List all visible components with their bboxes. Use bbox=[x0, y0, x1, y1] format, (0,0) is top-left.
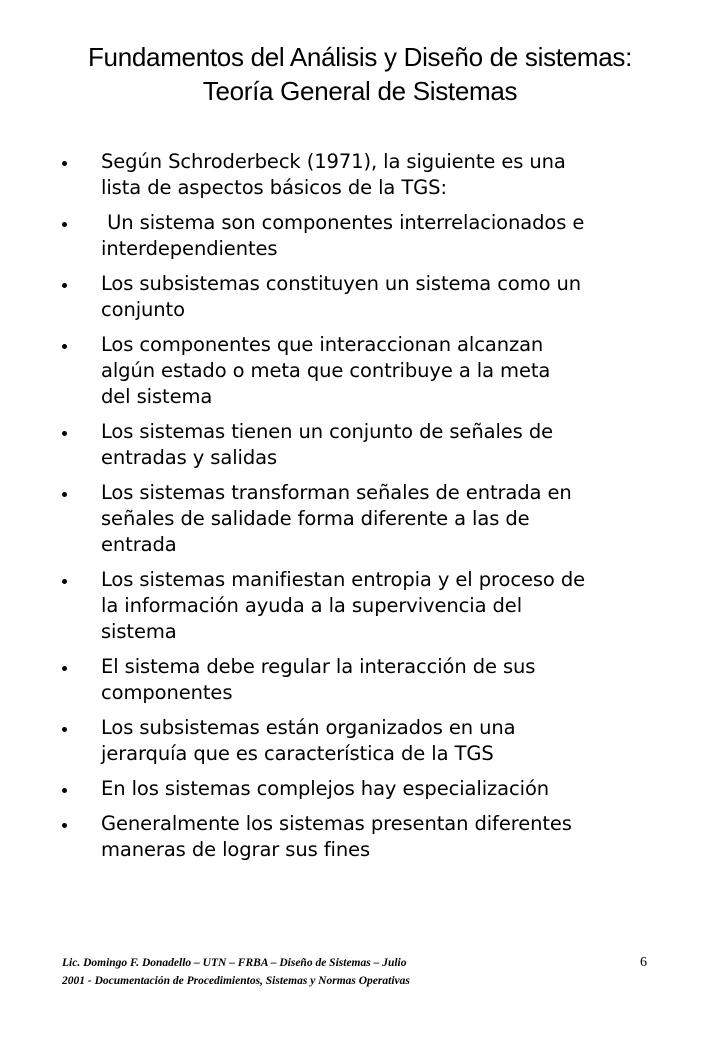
title-line-1: Fundamentos del Análisis y Diseño de sistemas: bbox=[87, 42, 633, 72]
bullet-text-line: Los subsistemas están organizados en una bbox=[101, 716, 516, 739]
bullet-item bbox=[62, 715, 702, 767]
page-title bbox=[40, 40, 680, 108]
bullet-item bbox=[62, 271, 702, 323]
bullet-dot-icon bbox=[62, 222, 67, 227]
bullet-dot-icon bbox=[62, 823, 67, 828]
footer-line-1: Lic. Domingo F. Donadello – UTN – FRBA – Diseño de Sistemas – Julio bbox=[62, 957, 407, 969]
bullet-text-line: Los componentes que interaccionan alcanzan bbox=[101, 333, 544, 356]
bullet-item bbox=[62, 811, 702, 863]
bullet-list bbox=[62, 149, 702, 872]
bullet-text-line: Un sistema son componentes interrelacionados e bbox=[101, 211, 585, 234]
bullet-text-line: la información ayuda a la supervivencia del bbox=[101, 594, 523, 617]
bullet-item bbox=[62, 332, 702, 410]
bullet-text-line: componentes bbox=[101, 681, 233, 704]
bullet-text-line: El sistema debe regular la interacción de sus bbox=[101, 655, 536, 678]
bullet-text-line: Los sistemas manifiestan entropia y el proceso de bbox=[101, 568, 586, 591]
bullet-dot-icon bbox=[62, 431, 67, 436]
bullet-dot-icon bbox=[62, 788, 67, 793]
bullet-text-line: interdependientes bbox=[101, 237, 278, 260]
bullet-item bbox=[62, 480, 702, 558]
bullet-text-line: entradas y salidas bbox=[101, 446, 278, 469]
bullet-item bbox=[62, 654, 702, 706]
bullet-text-line: sistema bbox=[101, 620, 177, 643]
bullet-text-line: jerarquía que es característica de la TGS bbox=[101, 742, 494, 765]
bullet-text-line: Los sistemas tienen un conjunto de señales de bbox=[101, 420, 553, 443]
bullet-item bbox=[62, 419, 702, 471]
bullet-text-line: Generalmente los sistemas presentan diferentes bbox=[101, 812, 572, 835]
bullet-text-line: Según Schroderbeck (1971), la siguiente es una bbox=[101, 150, 566, 173]
bullet-dot-icon bbox=[62, 579, 67, 584]
bullet-dot-icon bbox=[62, 492, 67, 497]
bullet-dot-icon bbox=[62, 344, 67, 349]
title-line-2: Teoría General de Sistemas bbox=[202, 76, 518, 106]
bullet-item bbox=[62, 567, 702, 645]
footer-credit bbox=[62, 954, 562, 990]
bullet-text-line: del sistema bbox=[101, 385, 213, 408]
bullet-text-line: Los subsistemas constituyen un sistema como un bbox=[101, 272, 582, 295]
bullet-text-line: algún estado o meta que contribuye a la meta bbox=[101, 359, 551, 382]
bullet-text-line: señales de salidade forma diferente a las de bbox=[101, 507, 530, 530]
footer-line-2: 2001 - Documentación de Procedimientos, Sistemas y Normas Operativas bbox=[62, 975, 410, 987]
bullet-dot-icon bbox=[62, 666, 67, 671]
bullet-text-line: Los sistemas transforman señales de entrada en bbox=[101, 481, 572, 504]
bullet-text-line: maneras de lograr sus fines bbox=[101, 838, 371, 861]
bullet-dot-icon bbox=[62, 161, 67, 166]
bullet-dot-icon bbox=[62, 727, 67, 732]
bullet-item bbox=[62, 149, 702, 201]
bullet-text-line: entrada bbox=[101, 533, 177, 556]
bullet-item bbox=[62, 776, 702, 802]
bullet-text-line: En los sistemas complejos hay especialización bbox=[101, 777, 550, 800]
bullet-text-line: lista de aspectos básicos de la TGS: bbox=[101, 176, 447, 199]
bullet-text-line: conjunto bbox=[101, 298, 185, 321]
page-number: 6 bbox=[640, 955, 647, 970]
bullet-item bbox=[62, 210, 702, 262]
bullet-dot-icon bbox=[62, 283, 67, 288]
